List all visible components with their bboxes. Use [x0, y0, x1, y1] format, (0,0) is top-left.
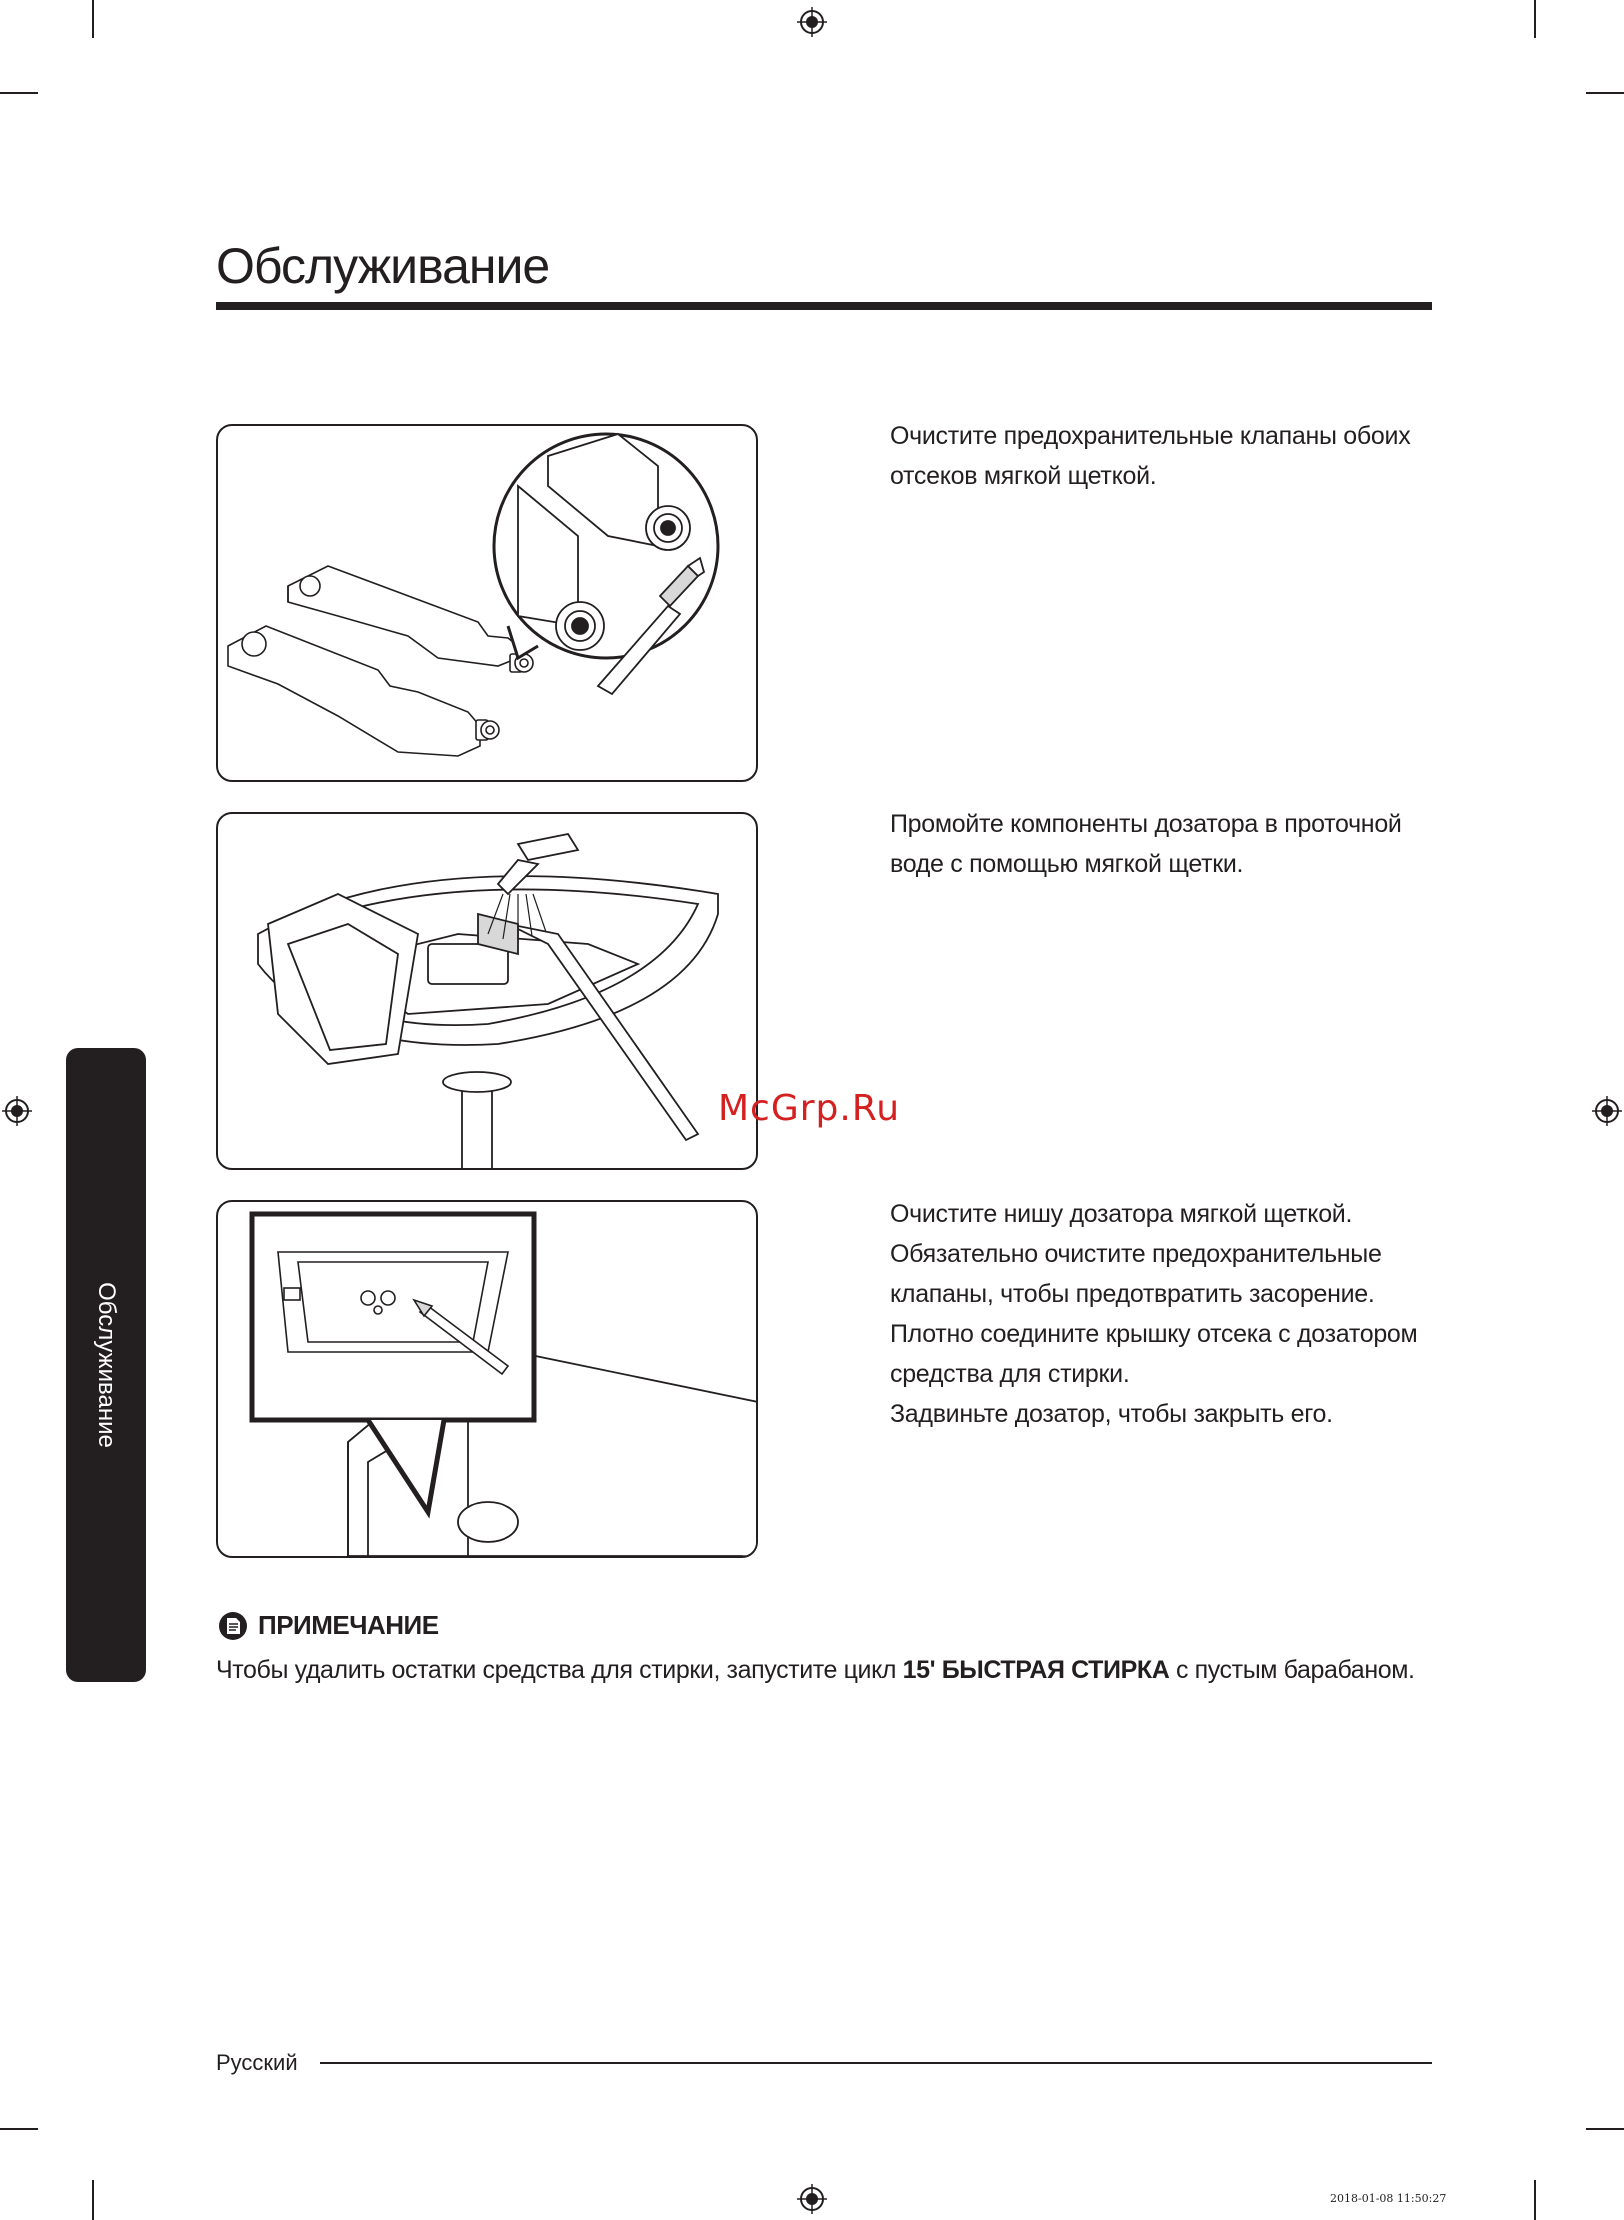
- page-title: Обслуживание: [216, 238, 550, 294]
- crop-mark: [1586, 92, 1624, 94]
- crop-mark: [92, 2180, 94, 2220]
- crop-mark: [1534, 2180, 1536, 2220]
- step-text-recess: [890, 1194, 1430, 1434]
- step-line: средства для стирки.: [890, 1360, 1130, 1388]
- registration-mark-icon: [1592, 1096, 1622, 1126]
- note-icon: [218, 1611, 248, 1641]
- step-line: Промойте компоненты дозатора в проточной: [890, 810, 1402, 838]
- step-line: Плотно соедините крышку отсека с дозатором: [890, 1320, 1418, 1348]
- note-text: Чтобы удалить остатки средства для стирки, запустите цикл 15' БЫСТРАЯ СТИРКА с пустым барабаном.: [216, 1656, 1415, 1684]
- print-stamp: 2018-01-08 11:50:27: [1330, 2192, 1447, 2205]
- cycle-name: 15' БЫСТРАЯ СТИРКА: [902, 1656, 1170, 1684]
- step-line: Очистите предохранительные клапаны обоих: [890, 422, 1411, 450]
- footer-language: Русский: [216, 2050, 298, 2075]
- step-line: Задвиньте дозатор, чтобы закрыть его.: [890, 1400, 1333, 1428]
- note-heading: [218, 1610, 439, 1641]
- registration-mark-icon: [797, 7, 827, 37]
- registration-mark-icon: [797, 2184, 827, 2214]
- crop-mark: [0, 92, 38, 94]
- step-line: клапаны, чтобы предотвратить засорение.: [890, 1280, 1375, 1308]
- registration-mark-icon: [2, 1096, 32, 1126]
- figure-sink-rinse: [216, 812, 758, 1170]
- step-line: воде с помощью мягкой щетки.: [890, 850, 1244, 878]
- section-side-tab: [66, 1048, 146, 1682]
- crop-mark: [0, 2128, 38, 2130]
- figure-valve-cleaning: [216, 424, 758, 782]
- watermark: McGrp.Ru: [718, 1088, 901, 1129]
- crop-mark: [1534, 0, 1536, 38]
- figure-dispenser-recess: [216, 1200, 758, 1558]
- crop-mark: [1586, 2128, 1624, 2130]
- step-text-rinse: [890, 804, 1430, 884]
- crop-mark: [92, 0, 94, 38]
- footer-rule: [320, 2062, 1432, 2064]
- step-line: Обязательно очистите предохранительные: [890, 1240, 1382, 1268]
- step-line: отсеков мягкой щеткой.: [890, 462, 1157, 490]
- title-rule: [216, 302, 1432, 310]
- step-text-valves: [890, 416, 1430, 496]
- note-heading-label: ПРИМЕЧАНИЕ: [258, 1610, 439, 1640]
- step-line: Очистите нишу дозатора мягкой щеткой.: [890, 1200, 1353, 1228]
- side-tab-label: Обслуживание: [93, 1282, 120, 1448]
